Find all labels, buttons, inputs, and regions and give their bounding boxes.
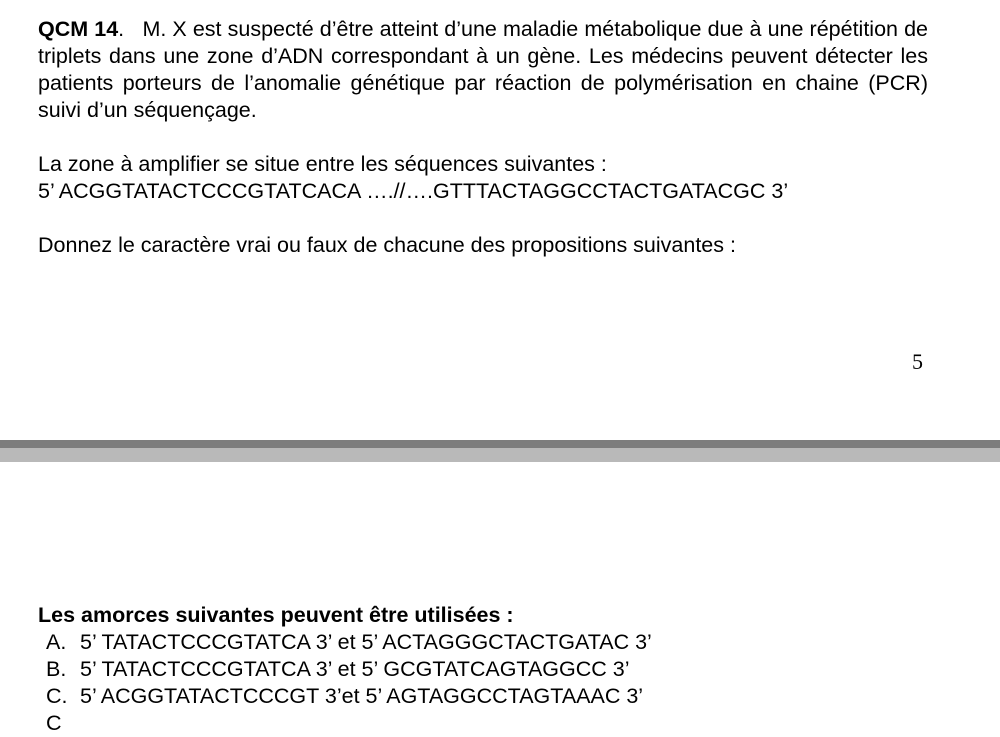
zone-text: La zone à amplifier se situe entre les séquences suivantes : — [38, 152, 607, 176]
next-line-partial-text: C — [46, 711, 62, 735]
option-b-letter: B. — [46, 657, 67, 681]
next-line-partial — [46, 710, 62, 737]
option-c — [46, 683, 643, 710]
question-intro-paragraph — [38, 16, 928, 124]
primers-heading: Les amorces suivantes peuvent être utilisées : — [38, 603, 514, 627]
question-label-suffix: . — [118, 17, 125, 41]
option-a-letter: A. — [46, 630, 67, 654]
page-number: 5 — [912, 349, 923, 374]
sequence-text: 5’ ACGGTATACTCCCGTATCACA ….//….GTTTACTAGGCCTACTGATACGC 3’ — [38, 179, 789, 203]
question-label: QCM 14 — [38, 17, 119, 41]
page-gap-shadow — [0, 440, 1000, 448]
option-c-text: 5’ ACGGTATACTCCCGT 3’et 5’ AGTAGGCCTAGTAAAC 3’ — [80, 684, 644, 708]
question-intro-text: M. X est suspecté d’être atteint d’une maladie métabolique due à une répétition de triplets dans une zone d’ADN correspondant à un gène. Les médecins peuvent détecter les patients porteurs de l’anomalie génétique par réaction de polymérisation en chaine (PCR) suivi d’un séquençage. — [38, 17, 929, 122]
page-gap — [0, 440, 1000, 462]
option-a-text: 5’ TATACTCCCGTATCA 3’ et 5’ ACTAGGGCTACTGATAC 3’ — [80, 630, 652, 654]
option-a — [46, 629, 652, 656]
option-b-text: 5’ TATACTCCCGTATCA 3’ et 5’ GCGTATCAGTAGGCC 3’ — [80, 657, 630, 681]
document-page-bottom — [0, 462, 1000, 735]
instruction-text: Donnez le caractère vrai ou faux de chacune des propositions suivantes : — [38, 233, 736, 257]
option-b — [46, 656, 630, 683]
option-c-letter: C. — [46, 684, 68, 708]
